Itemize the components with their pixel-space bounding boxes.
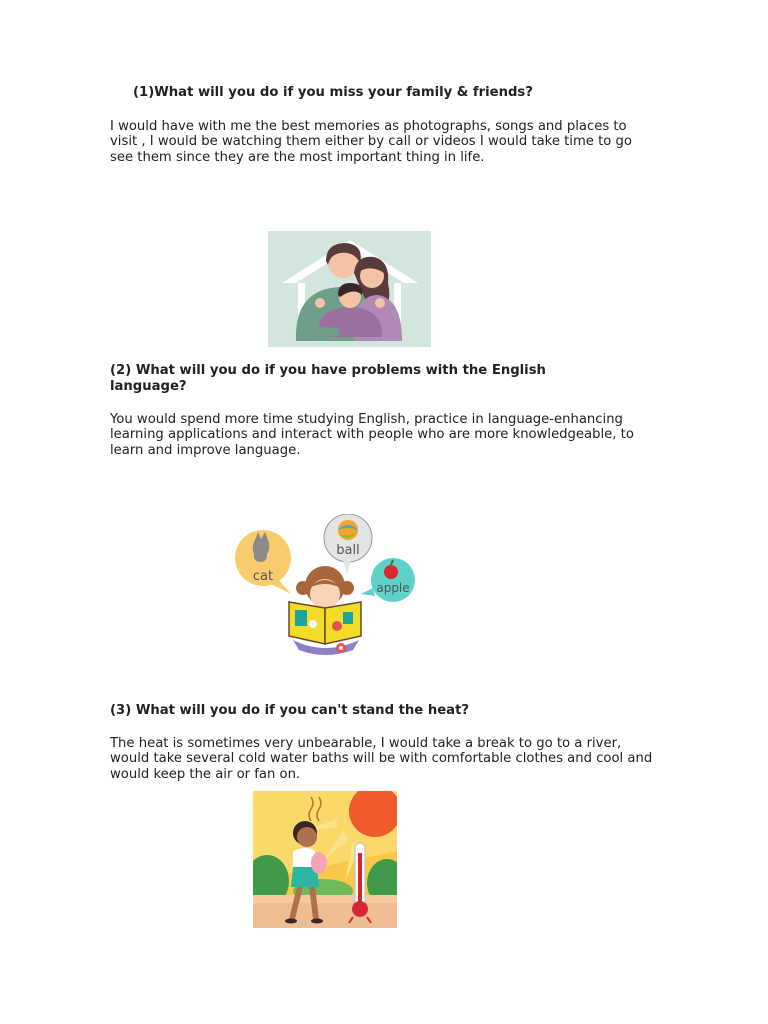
heat-illustration [253,791,397,928]
question-1: (1)What will you do if you miss your family & friends? [133,85,533,100]
ball-label: ball [336,543,360,558]
reading-girl-illustration [233,514,417,658]
apple-label: apple [376,581,410,595]
cat-label: cat [252,569,274,584]
answer-1: I would have with me the best memories as photographs, songs and places to visit , I would be watching them either by call or videos I would take time to go see them since they are the most important thing in life. [110,119,632,165]
question-3: (3) What will you do if you can't stand the heat? [110,703,470,718]
answer-2: You would spend more time studying English, practice in language-enhancing learning applications and interact with people who are more knowledgeable, to learn and improve language. [110,412,634,458]
question-2: (2) What will you do if you have problems with the English language? [110,363,546,394]
answer-3: The heat is sometimes very unbearable, I would take a break to go to a river, would take several cold water baths will be with comfortable clothes and cool and would keep the air or fan on. [110,736,653,782]
family-illustration [268,231,431,347]
